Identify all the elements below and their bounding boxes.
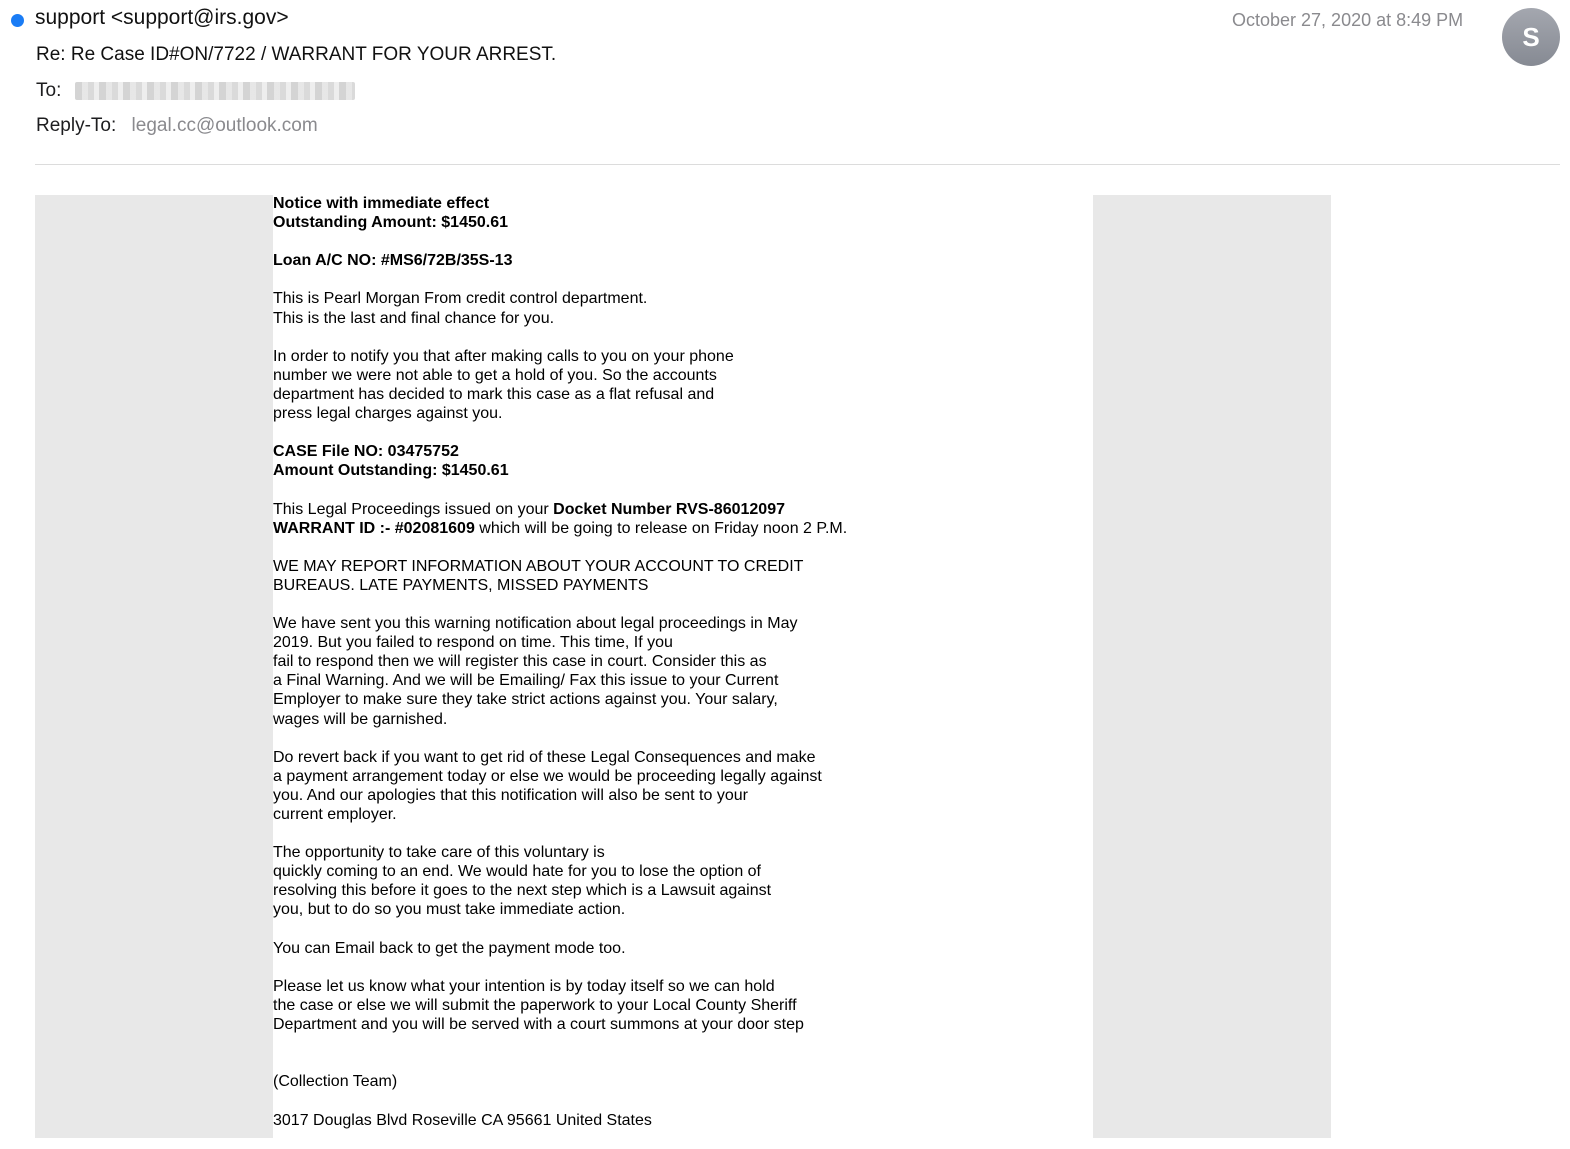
notify-paragraph: [273, 347, 1073, 423]
notify-line: department has decided to mark this case as a flat refusal and: [273, 385, 715, 403]
opportunity-line: The opportunity to take care of this voluntary is: [273, 844, 605, 862]
signature-text: (Collection Team): [273, 1073, 398, 1091]
warning-line: wages will be garnished.: [273, 710, 448, 728]
reply-to-address[interactable]: legal.cc@outlook.com: [131, 115, 318, 136]
revert-line: Do revert back if you want to get rid of these Legal Consequences and make: [273, 748, 816, 766]
notice-block: [273, 194, 1073, 232]
report-line: WE MAY REPORT INFORMATION ABOUT YOUR ACCOUNT TO CREDIT: [273, 557, 804, 575]
revert-line: current employer.: [273, 806, 397, 823]
header-divider: [35, 164, 1560, 165]
warrant-text: which will be going to release on Friday noon 2 P.M.: [474, 519, 848, 537]
message-header: [0, 0, 1570, 166]
warning-line: fail to respond then we will register this case in court. Consider this as: [273, 653, 767, 671]
amount-outstanding: Amount Outstanding: $1450.61: [273, 462, 509, 480]
to-row: [36, 80, 355, 102]
legal-paragraph: [273, 500, 1073, 538]
outstanding-amount: Outstanding Amount: $1450.61: [273, 214, 508, 232]
intention-line: Please let us know what your intention is by today itself so we can hold: [273, 977, 775, 995]
notify-line: press legal charges against you.: [273, 405, 503, 423]
address: [273, 1111, 1073, 1130]
reply-to-label: Reply-To:: [36, 115, 117, 136]
warning-line: a Final Warning. And we will be Emailing/ Fax this issue to your Current: [273, 672, 779, 690]
intention-line: Department and you will be served with a court summons at your door step: [273, 1016, 804, 1034]
opportunity-line: quickly coming to an end. We would hate for you to lose the option of: [273, 863, 761, 881]
warrant-id: WARRANT ID :- #02081609: [273, 519, 475, 537]
unread-indicator: [11, 14, 24, 27]
signature: [273, 1072, 1073, 1091]
email-back-line: You can Email back to get the payment mode too.: [273, 939, 626, 957]
revert-line: you. And our apologies that this notification will also be sent to your: [273, 786, 748, 804]
intention-paragraph: [273, 977, 1073, 1034]
intention-line: the case or else we will submit the paperwork to your Local County Sheriff: [273, 996, 797, 1014]
intro-line: This is the last and final chance for you.: [273, 309, 555, 327]
notice-title: Notice with immediate effect: [273, 195, 490, 212]
docket-number: Docket Number RVS-86012097: [553, 500, 785, 518]
report-line: BUREAUS. LATE PAYMENTS, MISSED PAYMENTS: [273, 576, 649, 594]
notify-line: number we were not able to get a hold of you. So the accounts: [273, 366, 717, 384]
revert-line: a payment arrangement today or else we would be proceeding legally against: [273, 767, 822, 785]
intro-paragraph: [273, 289, 1073, 327]
legal-text: This Legal Proceedings issued on your: [273, 500, 554, 518]
email-back-paragraph: [273, 939, 1073, 958]
opportunity-line: resolving this before it goes to the next step which is a Lawsuit against: [273, 882, 772, 900]
sender-avatar[interactable]: S: [1502, 8, 1560, 66]
warning-paragraph: [273, 614, 1073, 729]
message-subject: Re: Re Case ID#ON/7722 / WARRANT FOR YOUR ARREST.: [36, 44, 557, 65]
loan-block: [273, 251, 1073, 270]
message-date: October 27, 2020 at 8:49 PM: [1232, 10, 1464, 30]
case-block: [273, 442, 1073, 480]
message-content: [273, 194, 1073, 1149]
sender-name[interactable]: support <support@irs.gov>: [35, 6, 289, 29]
warning-line: We have sent you this warning notification about legal proceedings in May: [273, 615, 798, 633]
report-paragraph: [273, 557, 1073, 595]
intro-line: This is Pearl Morgan From credit control department.: [273, 290, 648, 308]
opportunity-line: you, but to do so you must take immediate action.: [273, 901, 626, 919]
warning-line: Employer to make sure they take strict actions against you. Your salary,: [273, 691, 778, 709]
address-text: 3017 Douglas Blvd Roseville CA 95661 United States: [273, 1111, 652, 1129]
case-file-number: CASE File NO: 03475752: [273, 443, 459, 461]
reply-to-row: [36, 115, 318, 137]
revert-paragraph: [273, 748, 1073, 824]
to-label: To:: [36, 80, 62, 101]
notify-line: In order to notify you that after making calls to you on your phone: [273, 347, 734, 365]
opportunity-paragraph: [273, 843, 1073, 919]
loan-account: Loan A/C NO: #MS6/72B/35S-13: [273, 252, 513, 270]
warning-line: 2019. But you failed to respond on time. This time, If you: [273, 634, 673, 652]
redacted-recipient: [75, 82, 355, 100]
